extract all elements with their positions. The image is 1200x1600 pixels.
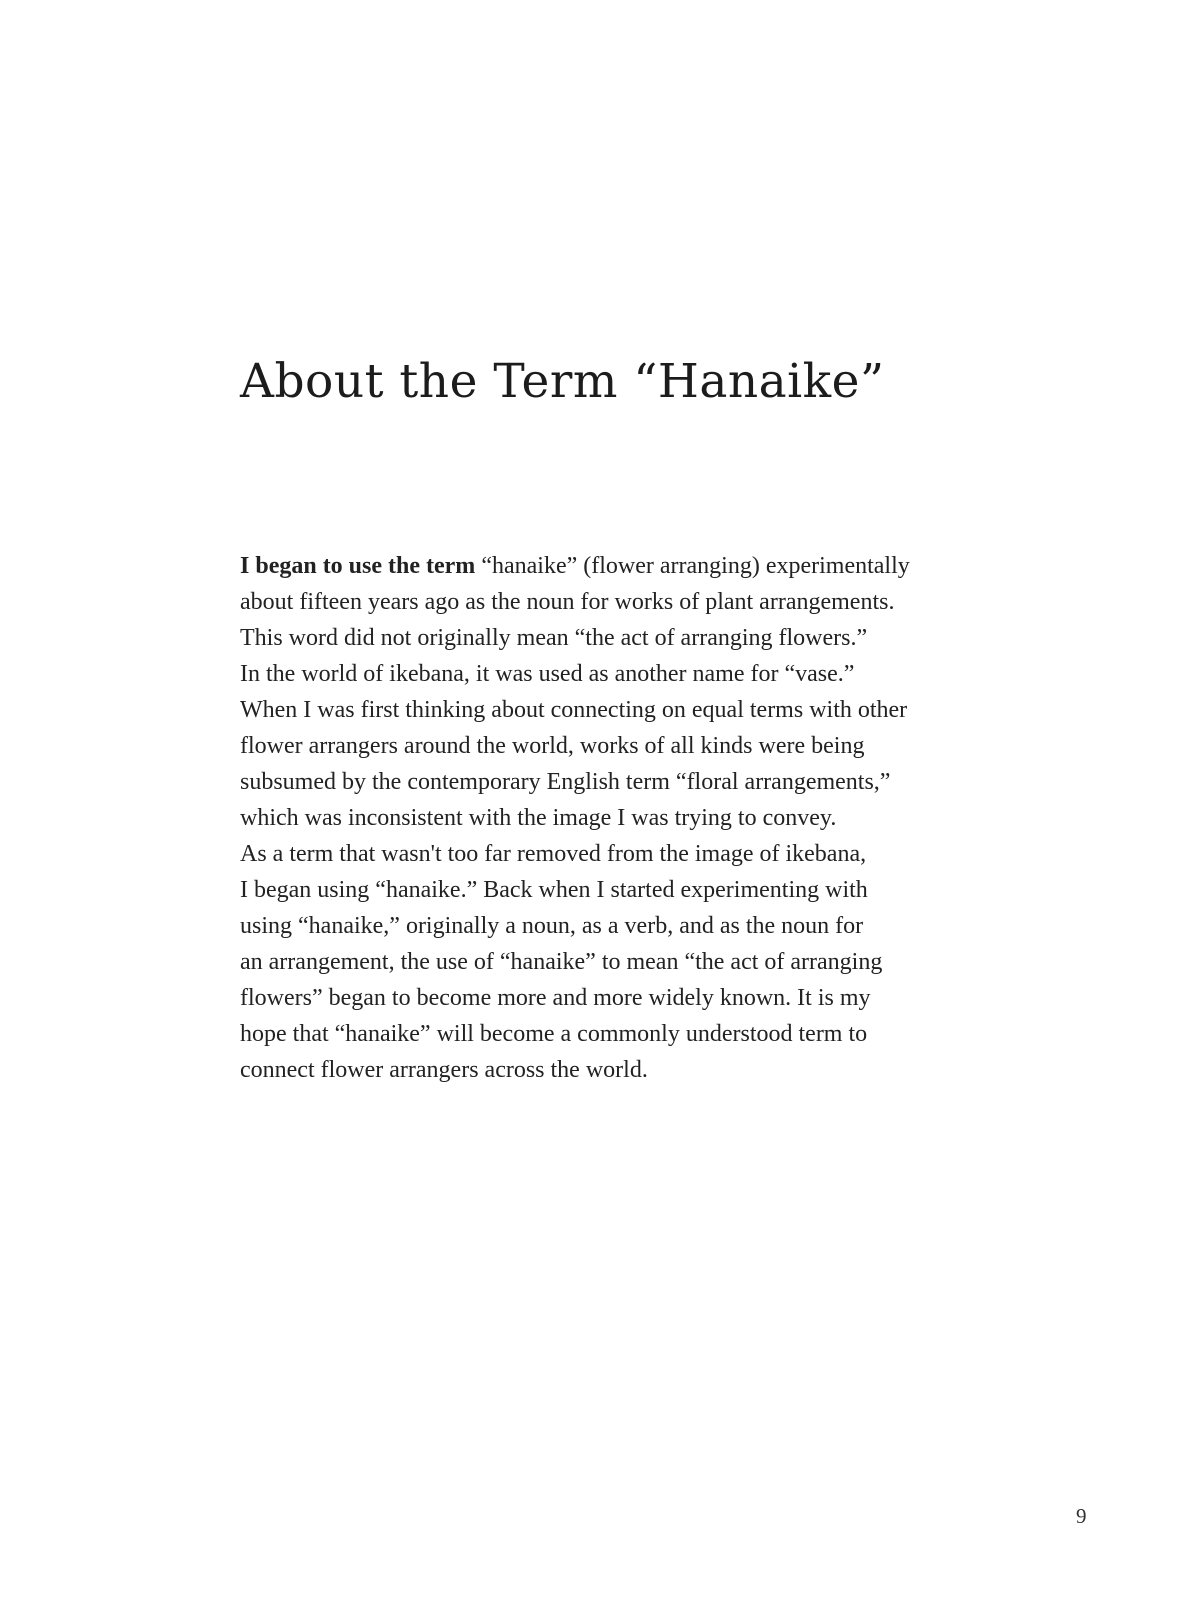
paragraph-line: In the world of ikebana, it was used as another name for “vase.” [240, 661, 855, 687]
paragraph-line: As a term that wasn't too far removed from the image of ikebana, [240, 841, 867, 867]
paragraph-line: I began using “hanaike.” Back when I started experimenting with [240, 877, 868, 903]
paragraph-line: When I was first thinking about connecting on equal terms with other [240, 697, 908, 723]
paragraph-line: This word did not originally mean “the act of arranging flowers.” [240, 625, 868, 651]
paragraph-line: flower arrangers around the world, works of all kinds were being [240, 733, 865, 759]
paragraph-line: connect flower arrangers across the world. [240, 1057, 648, 1083]
lead-in-phrase: I began to use the term [240, 553, 476, 579]
page-number: 9 [1076, 1504, 1087, 1528]
page-title: About the Term “Hanaike” [240, 354, 885, 409]
paragraph-line: about fifteen years ago as the noun for works of plant arrangements. [240, 589, 895, 615]
paragraph-line [240, 548, 960, 584]
paragraph-line: using “hanaike,” originally a noun, as a verb, and as the noun for [240, 913, 864, 939]
body-paragraph [240, 548, 960, 1088]
paragraph-line: hope that “hanaike” will become a commonly understood term to [240, 1021, 868, 1047]
paragraph-line: subsumed by the contemporary English term “floral arrangements,” [240, 769, 891, 795]
paragraph-line: which was inconsistent with the image I was trying to convey. [240, 805, 837, 831]
line-text: “hanaike” (flower arranging) experimentally [475, 553, 910, 579]
paragraph-line: flowers” began to become more and more widely known. It is my [240, 985, 871, 1011]
paragraph-line: an arrangement, the use of “hanaike” to mean “the act of arranging [240, 949, 883, 975]
